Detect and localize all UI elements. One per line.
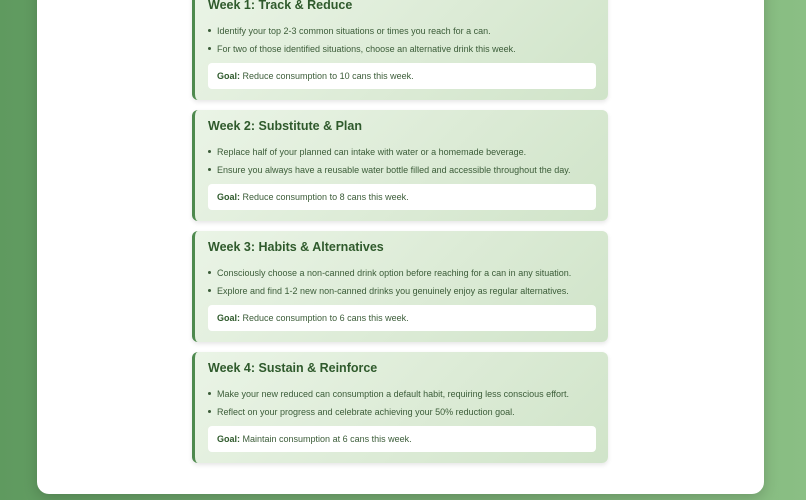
goal-label: Goal: — [217, 434, 241, 444]
week-3-goal — [208, 305, 596, 331]
week-2-card — [192, 110, 608, 221]
week-4-card — [192, 352, 608, 463]
week-1-card — [192, 0, 608, 100]
week-3-card — [192, 231, 608, 342]
week-4-tasks — [208, 385, 569, 421]
goal-label: Goal: — [217, 192, 241, 202]
goal-label: Goal: — [217, 71, 241, 81]
week-2-title: Week 2: Substitute & Plan — [208, 119, 362, 133]
week-3-tasks — [208, 264, 571, 300]
list-item: Consciously choose a non-canned drink option before reaching for a can in any situation. — [208, 264, 571, 282]
week-1-title: Week 1: Track & Reduce — [208, 0, 353, 12]
list-item: Explore and find 1-2 new non-canned drinks you genuinely enjoy as regular alternatives. — [208, 282, 571, 300]
list-item: Make your new reduced can consumption a default habit, requiring less conscious effort. — [208, 385, 569, 403]
week-2-tasks — [208, 143, 571, 179]
list-item: Ensure you always have a reusable water bottle filled and accessible throughout the day. — [208, 161, 571, 179]
week-4-goal — [208, 426, 596, 452]
list-item: For two of those identified situations, choose an alternative drink this week. — [208, 40, 516, 58]
week-1-tasks — [208, 22, 516, 58]
list-item: Identify your top 2-3 common situations or times you reach for a can. — [208, 22, 516, 40]
week-3-title: Week 3: Habits & Alternatives — [208, 240, 384, 254]
list-item: Reflect on your progress and celebrate achieving your 50% reduction goal. — [208, 403, 569, 421]
week-4-title: Week 4: Sustain & Reinforce — [208, 361, 378, 375]
goal-label: Goal: — [217, 313, 241, 323]
week-1-goal — [208, 63, 596, 89]
goal-text: Reduce consumption to 10 cans this week. — [240, 71, 414, 81]
list-item: Replace half of your planned can intake with water or a homemade beverage. — [208, 143, 571, 161]
week-2-goal — [208, 184, 596, 210]
goal-text: Maintain consumption at 6 cans this week. — [240, 434, 412, 444]
goal-text: Reduce consumption to 8 cans this week. — [240, 192, 409, 202]
goal-text: Reduce consumption to 6 cans this week. — [240, 313, 409, 323]
